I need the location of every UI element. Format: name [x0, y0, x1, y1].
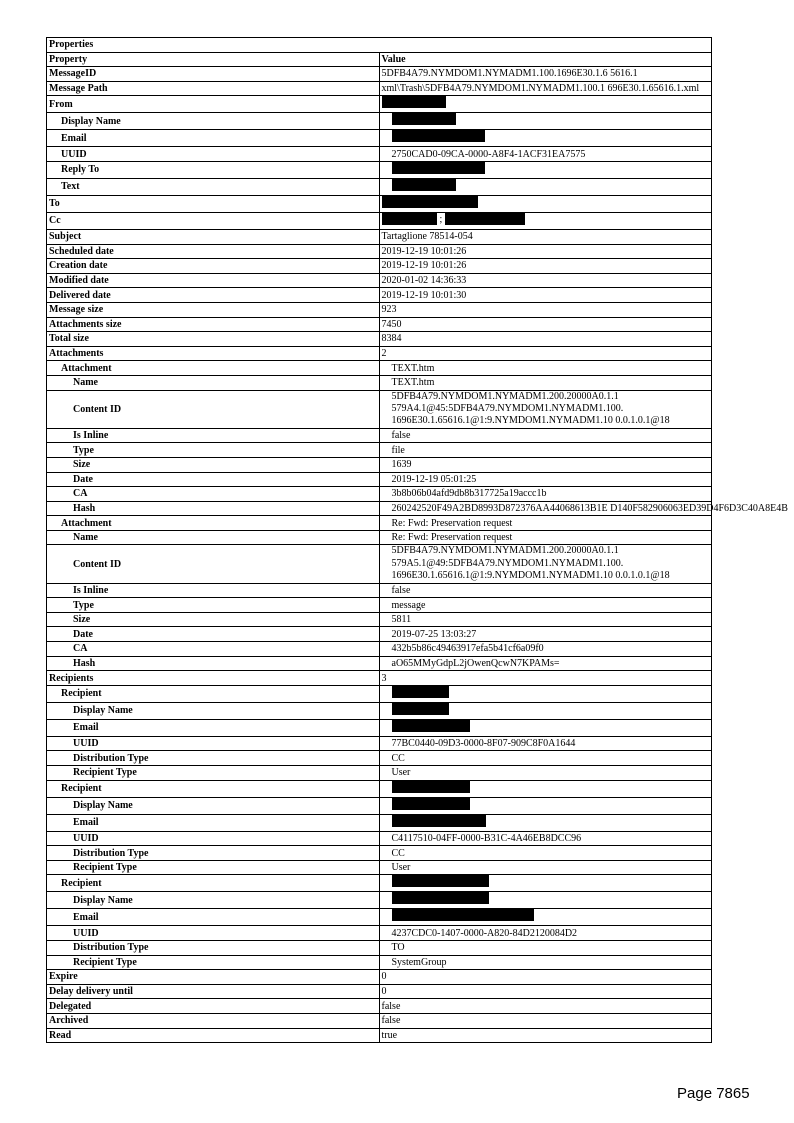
redaction-bar — [392, 113, 456, 125]
property-value — [379, 875, 712, 892]
property-value: 8384 — [379, 332, 712, 347]
table-row — [47, 831, 712, 846]
property-name: MessageID — [47, 67, 380, 82]
properties-table-body — [47, 38, 788, 1043]
property-name: Display Name — [47, 702, 380, 719]
properties-table — [46, 37, 788, 1043]
redaction-bar — [392, 130, 485, 142]
property-value: 3 — [379, 671, 712, 686]
property-value: 2019-12-19 05:01:25 — [379, 472, 712, 487]
table-row — [47, 999, 712, 1014]
property-value: 2020-01-02 14:36:33 — [379, 273, 712, 288]
value-line: 5DFB4A79.NYMDOM1.NYMADM1.200.20000A0.1.1 — [391, 390, 619, 402]
redaction-bar — [382, 96, 446, 108]
table-row — [47, 443, 712, 458]
property-name: Is Inline — [47, 428, 380, 443]
property-name: Display Name — [47, 113, 380, 130]
property-name: Distribution Type — [47, 751, 380, 766]
redaction-group — [392, 113, 456, 125]
property-name: Email — [47, 130, 380, 147]
property-name: Type — [47, 443, 380, 458]
redaction-bar — [392, 720, 470, 732]
property-name: CA — [47, 642, 380, 657]
property-value — [379, 96, 712, 113]
property-name: Content ID — [47, 545, 380, 583]
property-value: 432b5b86c49463917efa5b41cf6a09f0 — [379, 642, 712, 657]
redaction-group — [392, 781, 470, 793]
table-row — [47, 96, 712, 113]
redaction-bar — [382, 213, 437, 225]
property-value: CC — [379, 846, 712, 861]
table-row — [47, 178, 712, 195]
property-value: C4117510-04FF-0000-B31C-4A46EB8DCC96 — [379, 831, 712, 846]
property-value — [379, 545, 712, 583]
table-row — [47, 970, 712, 985]
table-row — [47, 642, 712, 657]
property-value — [379, 702, 712, 719]
redaction-bar — [392, 162, 485, 174]
redaction-bar — [392, 798, 470, 810]
property-name: Attachment — [47, 361, 380, 376]
property-value: false — [379, 583, 712, 598]
table-row — [47, 530, 712, 545]
table-row — [47, 612, 712, 627]
table-row — [47, 909, 712, 926]
property-name: Recipient Type — [47, 766, 380, 781]
property-name: Email — [47, 719, 380, 736]
table-row — [47, 288, 712, 303]
redaction-group — [382, 96, 446, 108]
property-value — [379, 892, 712, 909]
property-value: 7450 — [379, 317, 712, 332]
table-row — [47, 702, 712, 719]
redaction-group — [392, 130, 485, 142]
table-row — [47, 229, 712, 244]
property-value: TEXT.htm — [379, 375, 712, 390]
property-value: 2019-12-19 10:01:26 — [379, 259, 712, 274]
property-value: 2 — [379, 346, 712, 361]
property-value: message — [379, 598, 712, 613]
value-line: 579A5.1@49:5DFB4A79.NYMDOM1.NYMADM1.100. — [391, 557, 624, 569]
property-value — [379, 814, 712, 831]
property-value: 4237CDC0-1407-0000-A820-84D2120084D2 — [379, 926, 712, 941]
property-value: 923 — [379, 302, 712, 317]
table-row — [47, 583, 712, 598]
property-name: Recipient Type — [47, 955, 380, 970]
property-name: Attachments size — [47, 317, 380, 332]
property-name: Total size — [47, 332, 380, 347]
property-value: 5811 — [379, 612, 712, 627]
table-row — [47, 244, 712, 259]
table-row — [47, 955, 712, 970]
property-name: Display Name — [47, 892, 380, 909]
table-title: Properties — [47, 38, 712, 53]
property-value: xml\Trash\5DFB4A79.NYMDOM1.NYMADM1.100.1 696E30.1.65616.1.xml — [379, 81, 712, 96]
table-row — [47, 457, 712, 472]
property-name: Cc — [47, 212, 380, 229]
property-value: Re: Fwd: Preservation request — [379, 516, 712, 531]
table-row — [47, 545, 712, 583]
property-name: UUID — [47, 926, 380, 941]
table-row — [47, 317, 712, 332]
table-row — [47, 501, 712, 516]
property-value — [379, 797, 712, 814]
table-row — [47, 780, 712, 797]
redaction-bar — [392, 892, 489, 904]
table-row — [47, 428, 712, 443]
property-name: Expire — [47, 970, 380, 985]
property-name: Creation date — [47, 259, 380, 274]
property-value: 3b8b06b04afd9db8b317725a19accc1b — [379, 487, 712, 502]
property-value: file — [379, 443, 712, 458]
property-name: Hash — [47, 656, 380, 671]
property-value: false — [379, 428, 712, 443]
property-name: Recipient — [47, 875, 380, 892]
property-name: Distribution Type — [47, 846, 380, 861]
value-line: 5DFB4A79.NYMDOM1.NYMADM1.200.20000A0.1.1 — [391, 545, 619, 557]
table-row — [47, 736, 712, 751]
table-row — [47, 195, 712, 212]
redaction-group — [392, 875, 489, 887]
redaction-bar — [392, 686, 449, 698]
property-value: 0 — [379, 970, 712, 985]
property-value — [379, 212, 712, 229]
table-row — [47, 671, 712, 686]
property-name: UUID — [47, 831, 380, 846]
redaction-bar — [392, 815, 486, 827]
property-value: true — [379, 1028, 712, 1043]
property-name: Modified date — [47, 273, 380, 288]
property-value: 2750CAD0-09CA-0000-A8F4-1ACF31EA7575 — [379, 147, 712, 162]
property-name: Recipient — [47, 685, 380, 702]
property-name: Text — [47, 178, 380, 195]
redaction-bar — [392, 781, 470, 793]
value-line: 1696E30.1.65616.1@1:9.NYMDOM1.NYMADM1.10 0.0.1.0.1@18 — [391, 415, 670, 427]
property-value — [379, 685, 712, 702]
redaction-bar — [382, 196, 478, 208]
redaction-group — [392, 686, 449, 698]
table-row — [47, 892, 712, 909]
property-value — [379, 780, 712, 797]
table-row — [47, 361, 712, 376]
property-name: Recipients — [47, 671, 380, 686]
table-row — [47, 67, 712, 82]
property-value: 5DFB4A79.NYMDOM1.NYMADM1.100.1696E30.1.6 5616.1 — [379, 67, 712, 82]
header-value: Value — [379, 52, 712, 67]
table-row — [47, 941, 712, 956]
property-name: Recipient — [47, 780, 380, 797]
property-value — [379, 130, 712, 147]
property-value: 260242520F49A2BD8993D872376AA44068613B1E D140F582906063ED39D4F6D3C40A8E4B — [379, 501, 712, 516]
table-row — [47, 113, 712, 130]
property-name: Name — [47, 530, 380, 545]
property-value — [379, 719, 712, 736]
property-name: Delegated — [47, 999, 380, 1014]
table-row — [47, 627, 712, 642]
table-row — [47, 516, 712, 531]
property-name: Type — [47, 598, 380, 613]
property-value — [379, 161, 712, 178]
table-row — [47, 846, 712, 861]
table-row — [47, 926, 712, 941]
property-value — [379, 390, 712, 428]
property-name: Read — [47, 1028, 380, 1043]
table-row — [47, 984, 712, 999]
property-value: 77BC0440-09D3-0000-8F07-909C8F0A1644 — [379, 736, 712, 751]
property-name: Content ID — [47, 390, 380, 428]
redaction-group — [382, 196, 478, 208]
table-row — [47, 656, 712, 671]
property-value: 2019-12-19 10:01:26 — [379, 244, 712, 259]
redaction-group — [392, 179, 456, 191]
redaction-group — [392, 892, 489, 904]
table-row — [47, 332, 712, 347]
table-row — [47, 766, 712, 781]
property-name: Email — [47, 909, 380, 926]
table-row — [47, 346, 712, 361]
table-row — [47, 598, 712, 613]
table-row — [47, 1028, 712, 1043]
redaction-group — [392, 720, 470, 732]
value-line: 579A4.1@45:5DFB4A79.NYMDOM1.NYMADM1.100. — [391, 402, 624, 414]
property-name: UUID — [47, 736, 380, 751]
table-row — [47, 685, 712, 702]
redaction-bar — [445, 213, 525, 225]
property-value: Re: Fwd: Preservation request — [379, 530, 712, 545]
property-value: false — [379, 999, 712, 1014]
redaction-bar — [392, 179, 456, 191]
redaction-bar — [392, 909, 534, 921]
table-row — [47, 130, 712, 147]
property-name: Display Name — [47, 797, 380, 814]
property-name: Size — [47, 457, 380, 472]
property-name: Date — [47, 627, 380, 642]
property-value: 2019-12-19 10:01:30 — [379, 288, 712, 303]
property-name: Delivered date — [47, 288, 380, 303]
property-value — [379, 178, 712, 195]
property-name: Distribution Type — [47, 941, 380, 956]
property-name: Message Path — [47, 81, 380, 96]
redaction-group — [392, 798, 470, 810]
redaction-group — [382, 213, 526, 225]
property-value: SystemGroup — [379, 955, 712, 970]
value-separator: ; — [439, 213, 443, 225]
table-row — [47, 751, 712, 766]
property-name: From — [47, 96, 380, 113]
table-row — [47, 147, 712, 162]
property-name: Is Inline — [47, 583, 380, 598]
redaction-group — [392, 815, 486, 827]
table-row — [47, 161, 712, 178]
table-row — [47, 1013, 712, 1028]
page-number: Page 7865 — [677, 1085, 750, 1102]
property-name: Subject — [47, 229, 380, 244]
property-name: Hash — [47, 501, 380, 516]
property-name: Recipient Type — [47, 860, 380, 875]
property-name: UUID — [47, 147, 380, 162]
property-name: Attachments — [47, 346, 380, 361]
property-name: To — [47, 195, 380, 212]
property-name: Reply To — [47, 161, 380, 178]
property-value — [379, 909, 712, 926]
property-value: false — [379, 1013, 712, 1028]
property-name: CA — [47, 487, 380, 502]
property-value: User — [379, 766, 712, 781]
property-value: TEXT.htm — [379, 361, 712, 376]
property-name: Email — [47, 814, 380, 831]
property-value: User — [379, 860, 712, 875]
table-row — [47, 375, 712, 390]
table-row — [47, 719, 712, 736]
table-row — [47, 259, 712, 274]
property-value: TO — [379, 941, 712, 956]
redaction-group — [392, 703, 449, 715]
redaction-bar — [392, 703, 449, 715]
table-row — [47, 860, 712, 875]
table-row — [47, 472, 712, 487]
property-value: CC — [379, 751, 712, 766]
property-value — [379, 113, 712, 130]
property-value: aO65MMyGdpL2jOwenQcwN7KPAMs= — [379, 656, 712, 671]
table-row — [47, 814, 712, 831]
value-line: 1696E30.1.65616.1@1:9.NYMDOM1.NYMADM1.10 0.0.1.0.1@18 — [391, 570, 670, 582]
table-row — [47, 81, 712, 96]
property-value: 2019-07-25 13:03:27 — [379, 627, 712, 642]
table-row — [47, 797, 712, 814]
table-row — [47, 487, 712, 502]
table-row — [47, 212, 712, 229]
property-name: Message size — [47, 302, 380, 317]
table-title-row — [47, 38, 712, 53]
header-property: Property — [47, 52, 380, 67]
property-value — [379, 195, 712, 212]
table-row — [47, 302, 712, 317]
property-name: Scheduled date — [47, 244, 380, 259]
table-row — [47, 390, 712, 428]
table-row — [47, 875, 712, 892]
redaction-bar — [392, 875, 489, 887]
property-name: Delay delivery until — [47, 984, 380, 999]
redaction-group — [392, 909, 534, 921]
table-header-row — [47, 52, 712, 67]
property-name: Date — [47, 472, 380, 487]
property-name: Archived — [47, 1013, 380, 1028]
property-name: Name — [47, 375, 380, 390]
table-row — [47, 273, 712, 288]
property-name: Size — [47, 612, 380, 627]
property-value: 0 — [379, 984, 712, 999]
property-value: 1639 — [379, 457, 712, 472]
redaction-group — [392, 162, 485, 174]
property-value: Tartaglione 78514-054 — [379, 229, 712, 244]
property-name: Attachment — [47, 516, 380, 531]
